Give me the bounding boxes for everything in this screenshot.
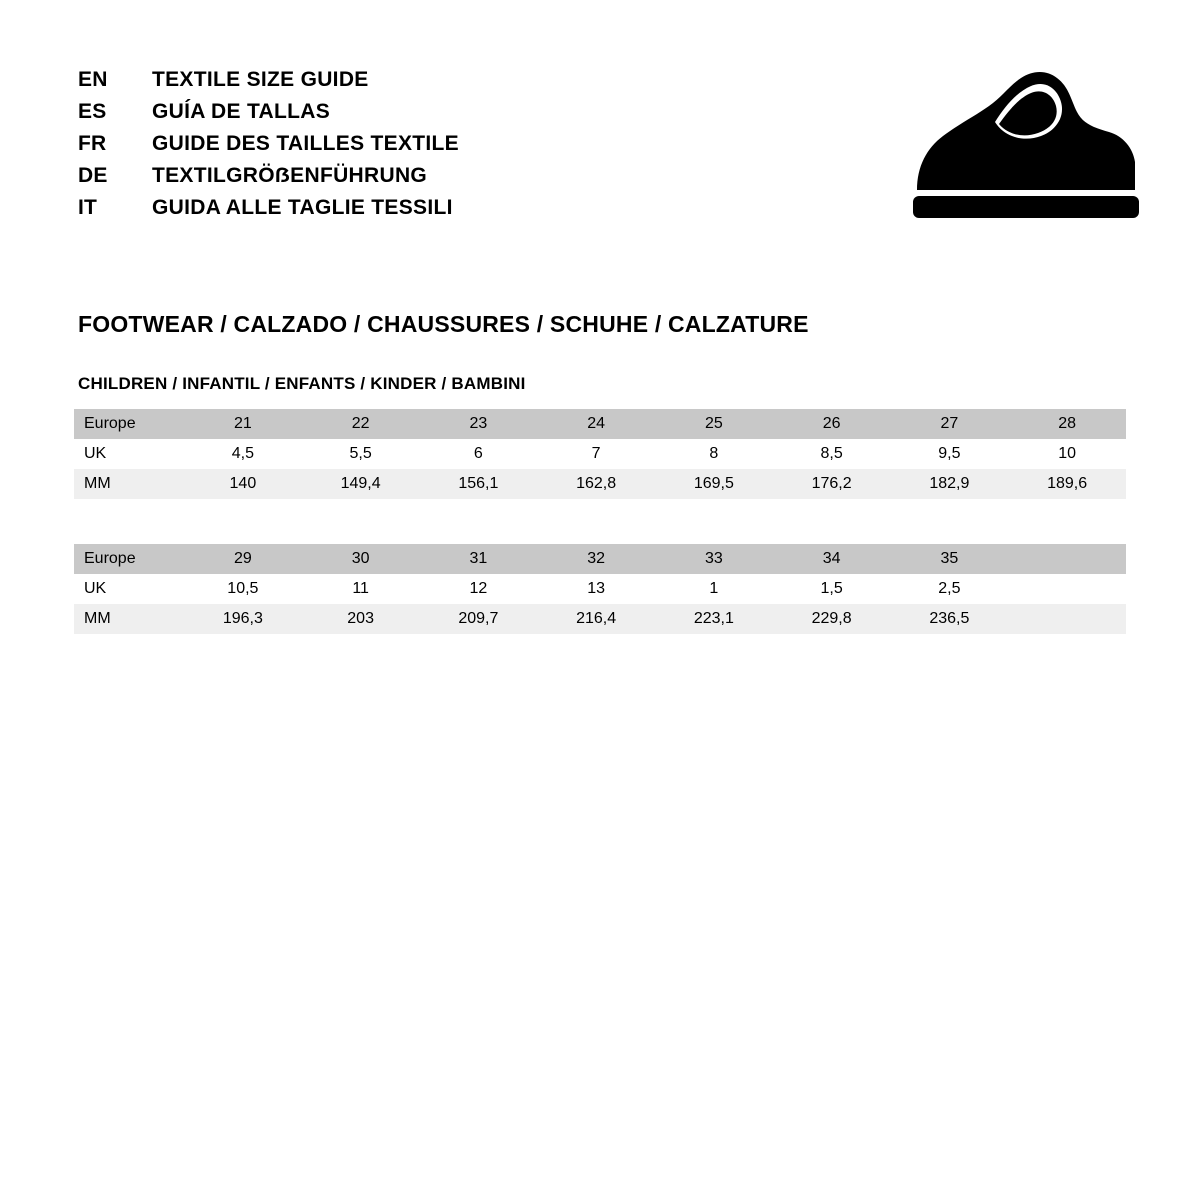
cell: 140 (229, 475, 257, 492)
size-table-children-1 (74, 409, 1126, 499)
cell: 162,8 (576, 475, 617, 492)
cell: 34 (822, 550, 841, 567)
cell-empty (1008, 574, 1126, 604)
shoe-icon (905, 70, 1145, 225)
cell: 23 (469, 415, 488, 432)
cell: 6 (473, 445, 483, 462)
language-code-es: ES (78, 100, 107, 123)
cell-empty (1008, 604, 1126, 634)
row-label-uk: UK (84, 445, 107, 462)
row-label-mm: MM (84, 475, 111, 492)
cell: 28 (1058, 415, 1077, 432)
section-title-footwear: FOOTWEAR / CALZADO / CHAUSSURES / SCHUHE / CALZATURE (78, 311, 809, 337)
row-label-europe: Europe (84, 415, 136, 432)
language-title-it: GUIDA ALLE TAGLIE TESSILI (152, 196, 453, 219)
cell: 176,2 (811, 475, 852, 492)
cell: 156,1 (458, 475, 499, 492)
cell: 30 (351, 550, 370, 567)
cell: 31 (469, 550, 488, 567)
cell: 11 (352, 580, 369, 597)
table-row (74, 469, 1126, 499)
cell: 29 (233, 550, 252, 567)
cell: 1 (709, 580, 719, 597)
language-title-en: TEXTILE SIZE GUIDE (152, 68, 369, 91)
cell-empty (1008, 544, 1126, 574)
language-row-it (78, 192, 678, 224)
cell: 13 (587, 580, 606, 597)
size-table-children-2 (74, 544, 1126, 634)
language-code-it: IT (78, 196, 98, 219)
cell: 236,5 (929, 610, 970, 627)
cell: 149,4 (340, 475, 381, 492)
table-row (74, 439, 1126, 469)
cell: 25 (704, 415, 723, 432)
table-row (74, 574, 1126, 604)
table-row (74, 409, 1126, 439)
language-title-fr: GUIDE DES TAILLES TEXTILE (152, 132, 459, 155)
cell: 203 (347, 610, 374, 627)
language-title-es: GUÍA DE TALLAS (152, 100, 331, 123)
language-list (78, 64, 678, 224)
language-title-de: TEXTILGRÖẞENFÜHRUNG (152, 164, 428, 187)
language-row-de (78, 160, 678, 192)
cell: 8 (709, 445, 719, 462)
language-row-en (78, 64, 678, 96)
cell: 26 (822, 415, 841, 432)
cell: 1,5 (820, 580, 843, 597)
cell: 223,1 (693, 610, 734, 627)
cell: 21 (233, 415, 252, 432)
language-row-es (78, 96, 678, 128)
cell: 182,9 (929, 475, 970, 492)
cell: 216,4 (576, 610, 617, 627)
cell: 7 (591, 445, 601, 462)
cell: 12 (469, 580, 488, 597)
cell: 33 (704, 550, 723, 567)
row-label-uk: UK (84, 580, 107, 597)
cell: 169,5 (693, 475, 734, 492)
cell: 229,8 (811, 610, 852, 627)
cell: 209,7 (458, 610, 499, 627)
language-code-de: DE (78, 164, 108, 187)
cell: 9,5 (938, 445, 961, 462)
cell: 22 (351, 415, 370, 432)
language-code-en: EN (78, 68, 108, 91)
table-row (74, 604, 1126, 634)
cell: 10,5 (227, 580, 259, 597)
cell: 4,5 (231, 445, 254, 462)
row-label-europe: Europe (84, 550, 136, 567)
cell: 32 (587, 550, 606, 567)
table-row (74, 544, 1126, 574)
language-code-fr: FR (78, 132, 107, 155)
cell: 24 (587, 415, 606, 432)
cell: 35 (940, 550, 959, 567)
cell: 27 (940, 415, 959, 432)
language-row-fr (78, 128, 678, 160)
row-label-mm: MM (84, 610, 111, 627)
cell: 10 (1058, 445, 1077, 462)
cell: 5,5 (349, 445, 372, 462)
cell: 189,6 (1047, 475, 1088, 492)
cell: 196,3 (222, 610, 263, 627)
subsection-title-children: CHILDREN / INFANTIL / ENFANTS / KINDER / BAMBINI (78, 374, 526, 393)
cell: 8,5 (820, 445, 843, 462)
cell: 2,5 (938, 580, 961, 597)
